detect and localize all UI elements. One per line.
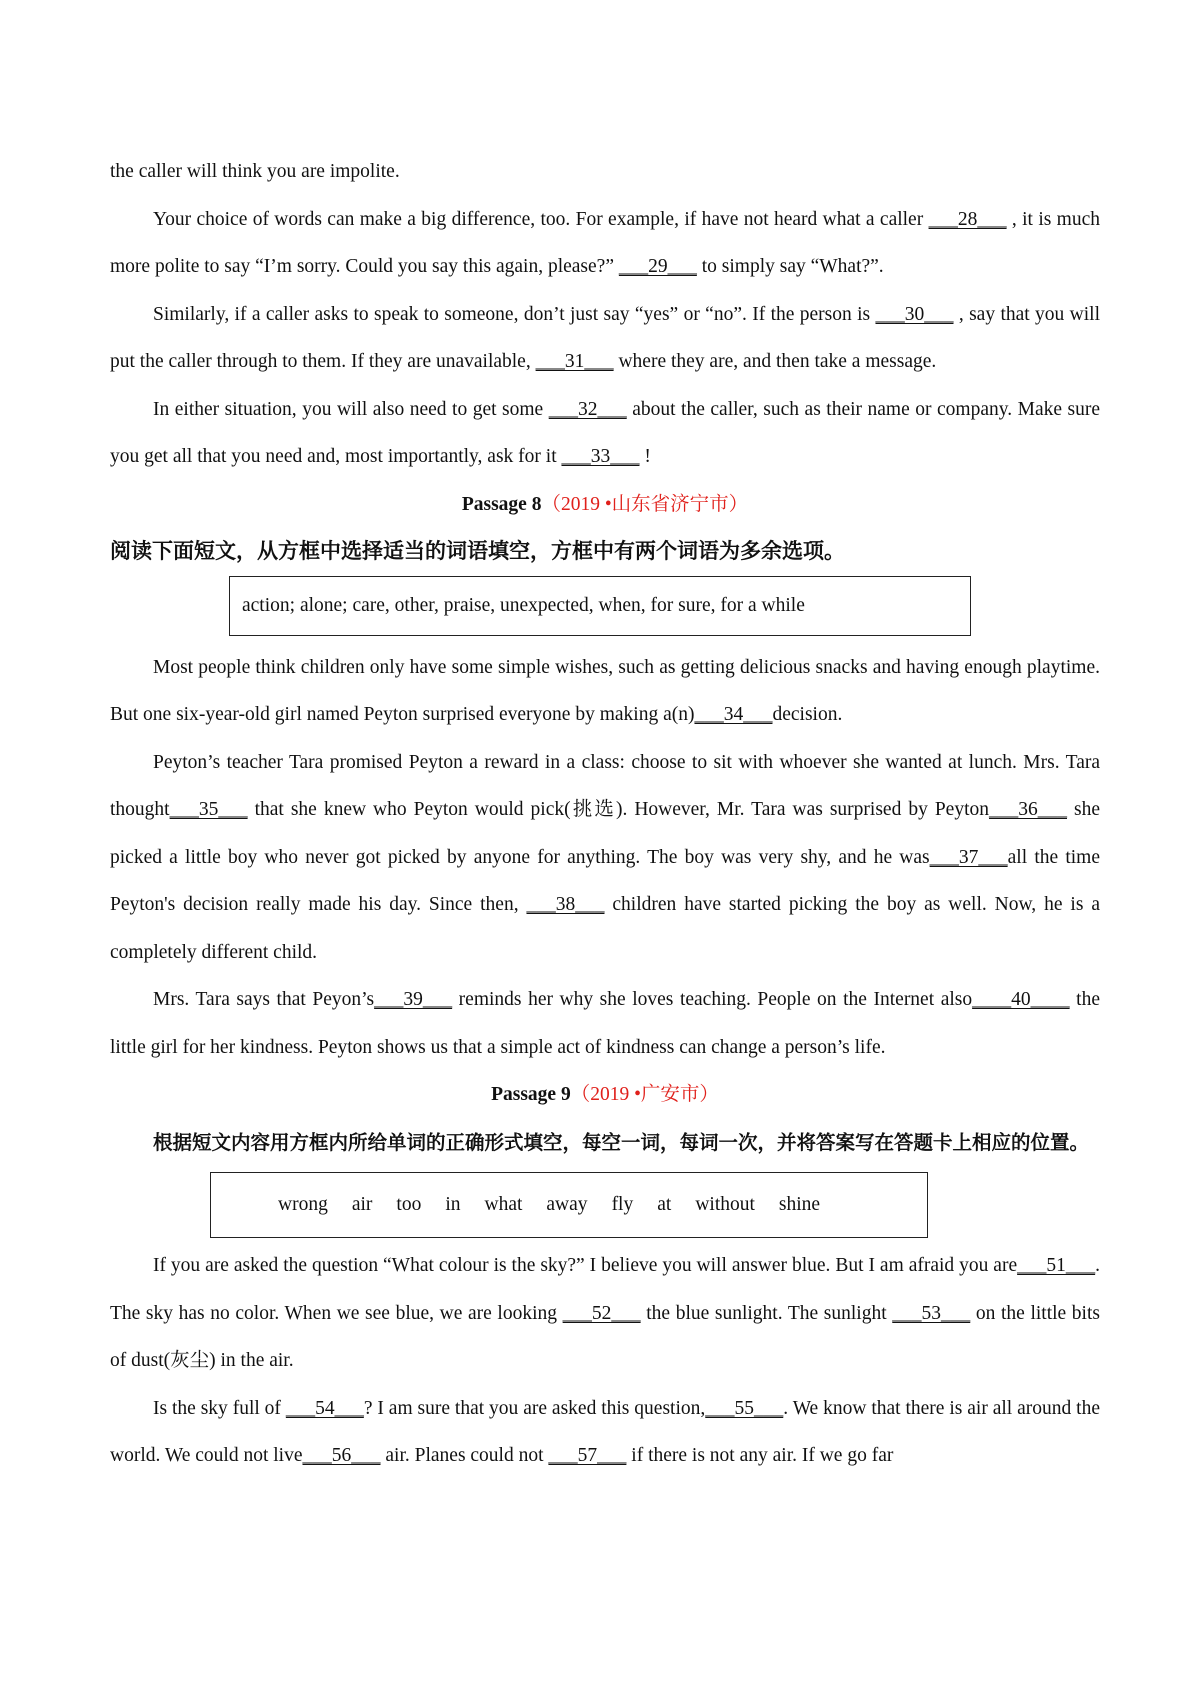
answer-blank: ____40____ (972, 989, 1070, 1010)
word-option: without (695, 1194, 755, 1215)
paragraph-text: . The sky has no color. When we see blue, we are looking (110, 1255, 1100, 1324)
answer-blank: ___37___ (929, 846, 1008, 868)
answer-blank: ___34___ (694, 704, 773, 725)
answer-blank: ___57___ (548, 1445, 627, 1466)
passage9-title: Passage 9 (491, 1084, 571, 1105)
paragraph-text: decision. (772, 704, 843, 725)
paragraph-text: , it is much more polite to say “I’m sorry. Could you say this again, please?” (110, 208, 1100, 277)
answer-blank: ___54___ (285, 1397, 364, 1419)
paragraph (110, 386, 1100, 481)
paragraph (110, 644, 1100, 739)
word-option: at (657, 1194, 672, 1215)
paragraph-text: , say that you will put the caller through to them. If they are unavailable, (110, 303, 1100, 372)
paragraph-text: the little girl for her kindness. Peyton shows us that a simple act of kindness can change a person’s life. (110, 989, 1100, 1058)
word-option: fly (611, 1194, 634, 1215)
paragraph (110, 196, 1100, 291)
word-option: wrong (278, 1194, 328, 1215)
paragraph (110, 291, 1100, 386)
paragraph-text: she picked a little boy who never got picked by anyone for anything. The boy was very shy, and he was (110, 799, 1100, 868)
answer-blank: ___33___ (561, 446, 640, 467)
paragraph-text: that she knew who Peyton would pick(挑选). However, Mr. Tara was surprised by Peyton (247, 799, 989, 820)
word-option: shine (778, 1194, 821, 1215)
paragraph-text: to simply say “What?”. (696, 256, 884, 277)
paragraph-text: ! (639, 446, 651, 467)
paragraph (110, 739, 1100, 977)
paragraph-text: all the time Peyton's decision really made his day. Since then, (110, 846, 1100, 915)
paragraph-text: In either situation, you will also need to get some (153, 398, 549, 420)
paragraph-text: Your choice of words can make a big difference, too. For example, if have not heard what a caller (153, 208, 929, 230)
word-option: what (484, 1194, 523, 1215)
paragraph (110, 1385, 1100, 1480)
paragraph-text: children have started picking the boy as well. Now, he is a completely different child. (110, 894, 1100, 963)
passage7-continuation (110, 148, 1100, 481)
paragraph-text: the caller will think you are impolite. (110, 161, 400, 182)
paragraph-text: the blue sunlight. The sunlight (640, 1302, 893, 1324)
answer-blank: ___35___ (169, 799, 248, 820)
answer-blank: ___31___ (535, 351, 614, 372)
paragraph-text: about the caller, such as their name or company. Make sure you get all that you need and, most importantly, ask for it (110, 398, 1100, 467)
answer-blank: ___28___ (928, 208, 1007, 230)
passage9-instruction: 根据短文内容用方框内所给单词的正确形式填空，每空一词，每词一次，并将答案写在答题卡上相应的位置。 (153, 1130, 1090, 1154)
answer-blank: ___32___ (548, 398, 627, 420)
passage8-title: Passage 8 (461, 493, 542, 515)
answer-blank: ___36___ (989, 799, 1067, 820)
answer-blank: ___55___ (705, 1397, 784, 1419)
document-content (110, 148, 1100, 1480)
answer-blank: ___52___ (562, 1302, 641, 1324)
passage9-source: （2019 •广安市） (570, 1084, 719, 1105)
paragraph-text: Is the sky full of (153, 1397, 286, 1419)
paragraph-text: where they are, and then take a message. (613, 351, 937, 372)
word-option: in (445, 1194, 461, 1215)
paragraph-text: if there is not any air. If we go far (626, 1445, 894, 1466)
passage8-heading (110, 481, 1100, 529)
passage8-instruction: 阅读下面短文，从方框中选择适当的词语填空，方框中有两个词语为多余选项。 (110, 539, 845, 563)
paragraph-text: ? I am sure that you are asked this question, (363, 1397, 706, 1419)
answer-blank: ___51___ (1017, 1255, 1096, 1276)
passage9-heading (110, 1071, 1100, 1119)
answer-blank: ___38___ (526, 894, 605, 915)
word-option: away (546, 1194, 588, 1215)
paragraph (110, 976, 1100, 1071)
passage9-word-box (210, 1172, 928, 1238)
passage8-body (110, 644, 1100, 1072)
paragraph-text: Most people think children only have some simple wishes, such as getting delicious snacks and having enough playtime. But one six-year-old girl named Peyton surprised everyone by making a(n) (110, 656, 1100, 725)
answer-blank: ___53___ (892, 1302, 971, 1324)
paragraph-text: Mrs. Tara says that Peyon’s (153, 989, 375, 1010)
word-option: air (351, 1194, 373, 1215)
paragraph-text: . We know that there is air all around the world. We could not live (110, 1397, 1100, 1466)
paragraph-text: on the little bits of dust(灰尘) in the air. (110, 1302, 1100, 1371)
paragraph-text: reminds her why she loves teaching. People on the Internet also (452, 989, 973, 1010)
answer-blank: ___29___ (618, 256, 697, 277)
paragraph-text: air. Planes could not (380, 1445, 549, 1466)
answer-blank: ___56___ (302, 1445, 381, 1466)
passage8-source: （2019 •山东省济宁市） (541, 493, 749, 515)
paragraph-text: Peyton’s teacher Tara promised Peyton a reward in a class: choose to sit with whoever she wanted at lunch. Mrs. Tara thought (110, 751, 1100, 820)
passage8-word-box (229, 576, 971, 636)
paragraph (110, 1242, 1100, 1385)
paragraph-text: If you are asked the question “What colour is the sky?” I believe you will answer blue. But I am afraid you are (153, 1255, 1018, 1276)
passage9-body (110, 1242, 1100, 1480)
answer-blank: ___30___ (875, 303, 954, 325)
answer-blank: ___39___ (374, 989, 453, 1010)
word-option: too (396, 1194, 422, 1215)
paragraph (110, 148, 1100, 196)
word-box-text: action; alone; care, other, praise, unexpected, when, for sure, for a while (242, 594, 805, 616)
paragraph-text: Similarly, if a caller asks to speak to someone, don’t just say “yes” or “no”. If the person is (153, 303, 876, 325)
